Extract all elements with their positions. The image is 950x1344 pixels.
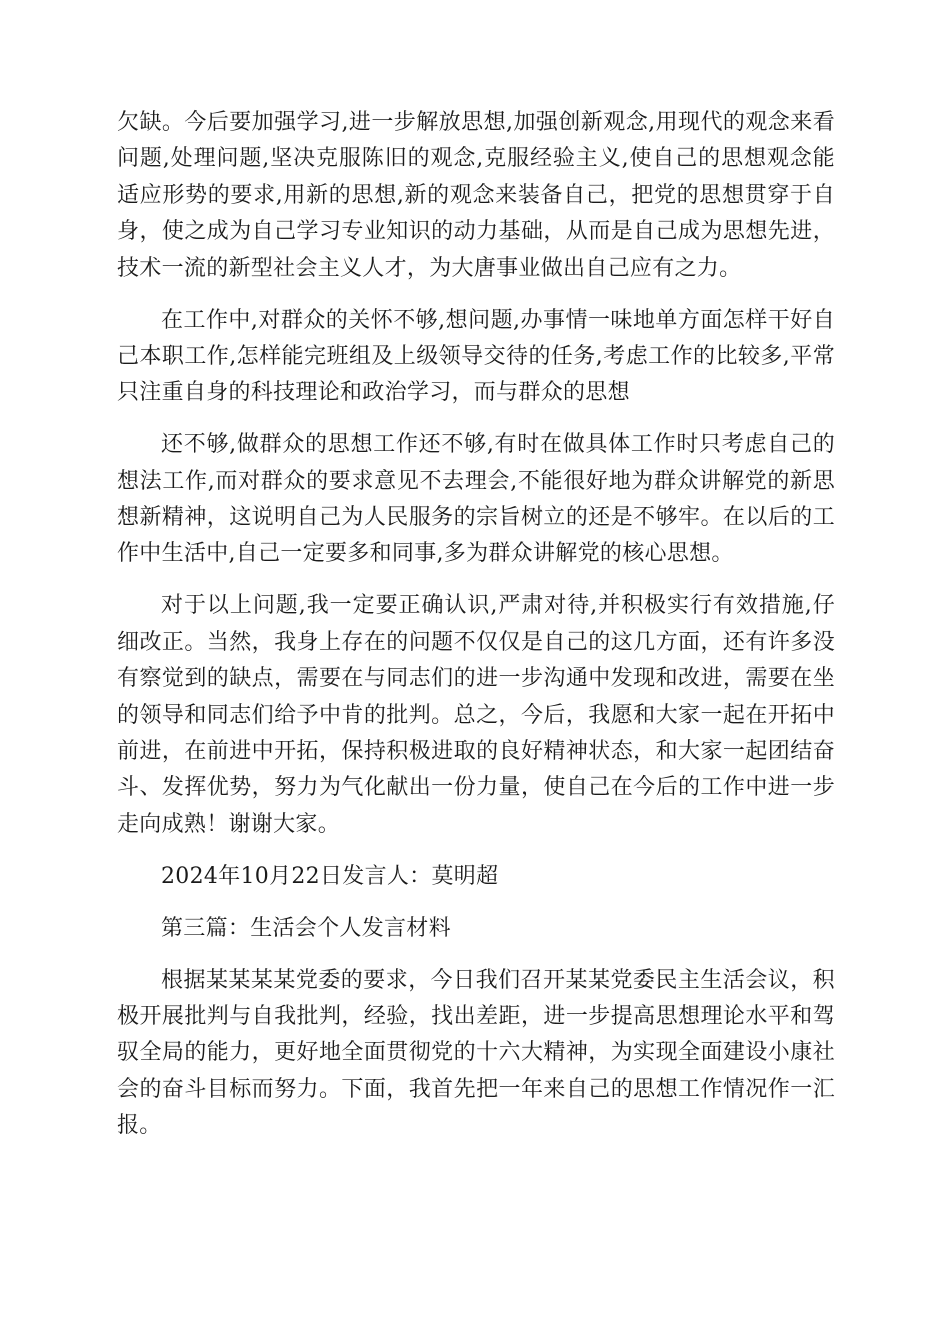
date-speaker-line: 2024年10月22日发言人：莫明超 <box>161 863 499 889</box>
paragraph-work-concern: 在工作中,对群众的关怀不够,想问题,办事情一味地单方面怎样干好自己本职工作,怎样能完班组及上级领导交待的任务,考虑工作的比较多,平常只注重自身的科技理论和政治学习，而与群众的思想 <box>117 307 835 406</box>
paragraph-mass-work: 还不够,做群众的思想工作还不够,有时在做具体工作时只考虑自己的想法工作,而对群众的要求意见不去理会,不能很好地为群众讲解党的新思想新精神，这说明自己为人民服务的宗旨树立的还是不够牢。在以后的工作中生活中,自己一定要多和同事,多为群众讲解党的核心思想。 <box>117 432 835 567</box>
paragraph-conclusion: 对于以上问题,我一定要正确认识,严肃对待,并积极实行有效措施,仔细改正。当然，我身上存在的问题不仅仅是自己的这几方面，还有许多没有察觉到的缺点，需要在与同志们的进一步沟通中发现和改进，需要在坐的领导和同志们给予中肯的批判。总之，今后，我愿和大家一起在开拓中前进，在前进中开拓，保持积极进取的良好精神状态，和大家一起团结奋斗、发挥优势，努力为气化献出一份力量，使自己在今后的工作中进一步走向成熟！谢谢大家。 <box>117 593 835 837</box>
paragraph-introduction: 根据某某某某党委的要求，今日我们召开某某党委民主生活会议，积极开展批判与自我批判，经验，找出差距，进一步提高思想理论水平和驾驭全局的能力，更好地全面贯彻党的十六大精神，为实现全面建设小康社会的奋斗目标而努力。下面，我首先把一年来自己的思想工作情况作一汇报。 <box>117 967 835 1139</box>
section-heading: 第三篇：生活会个人发言材料 <box>161 915 451 941</box>
document-page <box>117 105 835 1145</box>
paragraph-continuation: 欠缺。今后要加强学习,进一步解放思想,加强创新观念,用现代的观念来看问题,处理问题,坚决克服陈旧的观念,克服经验主义,使自己的思想观念能适应形势的要求,用新的思想,新的观念来装备自己，把党的思想贯穿于自身，使之成为自己学习专业知识的动力基础，从而是自己成为思想先进，技术一流的新型社会主义人才，为大唐事业做出自己应有之力。 <box>117 110 835 281</box>
